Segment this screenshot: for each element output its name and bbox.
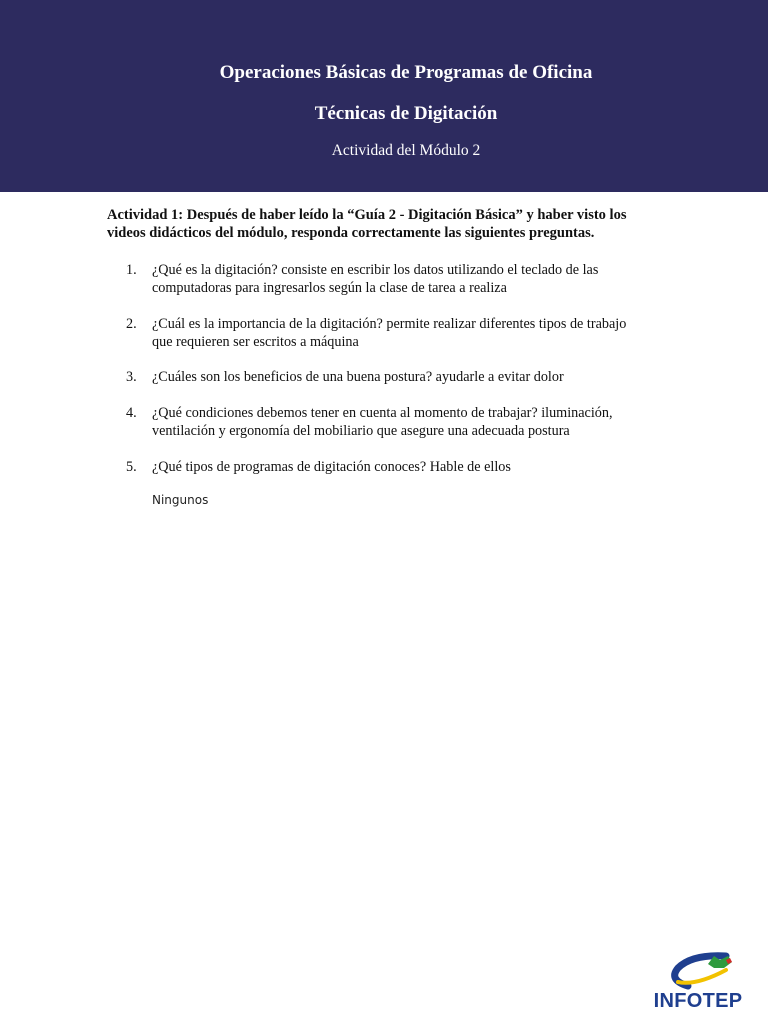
- activity-instructions: [107, 206, 667, 242]
- question-number: 4.: [126, 405, 137, 421]
- question-line-2: ventilación y ergonomía del mobiliario que asegure una adecuada postura: [152, 423, 570, 439]
- question-item: [126, 458, 671, 476]
- question-number: 5.: [126, 459, 137, 475]
- document-subtitle: Técnicas de Digitación: [314, 103, 498, 124]
- question-number: 3.: [126, 369, 137, 385]
- question-line-1: ¿Cuáles son los beneficios de una buena postura? ayudarle a evitar dolor: [152, 369, 564, 385]
- question-line-1: ¿Qué es la digitación? consiste en escribir los datos utilizando el teclado de las: [152, 262, 599, 278]
- question-line-1: ¿Qué condiciones debemos tener en cuenta al momento de trabajar? iluminación,: [152, 405, 613, 421]
- question-number: 2.: [126, 316, 137, 332]
- question-number: 1.: [126, 262, 137, 278]
- instructions-line-1: Actividad 1: Después de haber leído la “Guía 2 - Digitación Básica” y haber visto los: [107, 207, 627, 223]
- activity-label: Actividad del Módulo 2: [331, 142, 481, 159]
- answer-5: Ningunos: [152, 493, 209, 507]
- question-line-1: ¿Cuál es la importancia de la digitación? permite realizar diferentes tipos de trabajo: [152, 316, 627, 332]
- question-item: [126, 368, 671, 386]
- question-item: [126, 315, 671, 351]
- question-line-2: que requieren ser escritos a máquina: [152, 334, 359, 350]
- document-title: Operaciones Básicas de Programas de Oficina: [219, 62, 593, 83]
- logo-text: INFOTEP: [653, 990, 743, 1012]
- document-header: [0, 0, 768, 192]
- question-item: [126, 404, 671, 440]
- question-line-1: ¿Qué tipos de programas de digitación conoces? Hable de ellos: [152, 459, 511, 475]
- question-item: [126, 261, 671, 297]
- question-line-2: computadoras para ingresarlos según la clase de tarea a realiza: [152, 280, 507, 296]
- instructions-line-2: videos didácticos del módulo, responda correctamente las siguientes preguntas.: [107, 225, 595, 241]
- infotep-emblem-icon: [648, 946, 748, 994]
- infotep-logo: [648, 946, 748, 1018]
